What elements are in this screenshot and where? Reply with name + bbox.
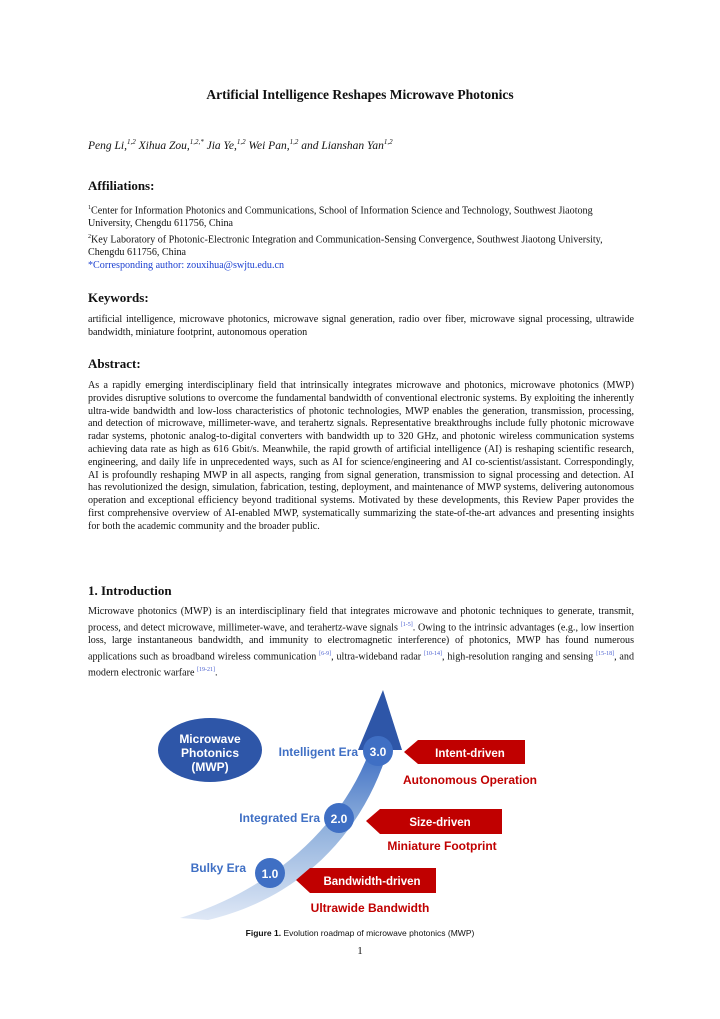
citation-link[interactable]: [10-14] [424,650,443,657]
mwp-label: (MWP) [191,760,229,774]
author-affil-mark: 1,2,* [189,138,204,146]
figure-caption [0,928,720,938]
author-name: Jia Ye, [203,139,237,152]
author-affil-mark: 1,2 [126,138,136,146]
era-version: 1.0 [261,867,279,881]
introduction-heading: 1. Introduction [88,583,172,598]
abstract-heading: Abstract: [88,356,141,371]
era-name: Bulky Era [190,861,246,875]
mwp-label: Microwave [179,732,241,746]
era-goal: Miniature Footprint [387,839,497,853]
author-affil-mark: 1,2 [289,138,299,146]
evolution-roadmap-figure [150,690,570,920]
affil-mark: 2 [88,233,91,240]
citation-link[interactable]: [19-21] [197,666,216,673]
citation-link[interactable]: [6-9] [319,650,332,657]
citation-link[interactable]: [15-18] [596,650,615,657]
keywords-text: artificial intelligence, microwave photonics, microwave signal generation, radio over fiber, microwave signal processing, ultrawide bandwidth, miniature footprint, autonomous operation [88,314,634,338]
author-list [88,138,393,152]
era-name: Intelligent Era [278,745,358,759]
affiliations-heading: Affiliations: [88,178,155,193]
author-name: Wei Pan, [245,139,290,152]
paper-title: Artificial Intelligence Reshapes Microwave Photonics [206,87,514,102]
era-goal: Autonomous Operation [403,773,537,787]
era-driver: Size-driven [409,817,471,829]
author-name: and Lianshan Yan [298,139,384,152]
affiliations-block [88,202,634,273]
affiliation-1: Center for Information Photonics and Communications, School of Information Science and Technology, Southwest Jiaotong University, Chengdu 611756, China [88,205,593,230]
mwp-label: Photonics [180,746,240,760]
page-number: 1 [357,945,363,957]
abstract-text: As a rapidly emerging interdisciplinary field that intrinsically integrates microwave and photonics, microwave photonics (MWP) provides disruptive solutions to overcome the fundamental bandwidth of conventional electronic systems. By exploiting the inherently ultra-wide bandwidth and low-loss characteristics of photonic technologies, MWP enables the generation, transmission, processing, and detection of microwave, millimeter-wave, and terahertz signals. Representative breakthroughs include fully photonic microwave radar systems, photonic analog-to-digital converters with bandwidth up to 320 GHz, and photonic wireless communication systems achieving data rate as high as 616 Gbit/s. Meanwhile, the rapid growth of artificial intelligence (AI) is reshaping scientific research, engineering, and daily life in unprecedented ways, such as AI for science/engineering and AI co-scientist/assistant. Correspondingly, AI is profoundly reshaping MWP in all aspects, ranging from signal generation, transmission to signal processing and detection. AI has revolutionized the design, simulation, fabrication, testing, deployment, and maintenance of MWP systems, delivering autonomous operation and exceptional efficiency beyond traditional systems. Motivated by these developments, this Review Paper provides the first comprehensive overview of AI-enabled MWP, systematically summarizing the state-of-the-art advances and presenting insights for both the academic community and the broader public. [88,380,634,532]
figure-label: Figure 1. [245,928,282,938]
era-driver: Intent-driven [435,748,505,760]
author-affil-mark: 1,2 [383,138,393,146]
keywords-heading: Keywords: [88,290,149,305]
corresponding-author-link[interactable]: *Corresponding author: zouxihua@swjtu.edu.cn [88,259,284,271]
era-name: Integrated Era [239,811,320,825]
era-version: 2.0 [330,812,348,826]
affiliation-2: Key Laboratory of Photonic-Electronic Integration and Communication-Sensing Convergence, Southwest Jiaotong University, Chengdu 611756, China [88,234,603,259]
era-goal: Ultrawide Bandwidth [310,901,430,915]
author-name: Peng Li, [88,139,127,152]
era-driver: Bandwidth-driven [323,876,421,888]
author-affil-mark: 1,2 [236,138,246,146]
author-name: Xihua Zou, [135,139,190,152]
citation-link[interactable]: [1-5] [400,621,413,628]
era-version: 3.0 [369,745,387,759]
affil-mark: 1 [88,205,91,211]
introduction-paragraph: Microwave photonics (MWP) is an interdisciplinary field that integrates microwave and photonic techniques to generate, transmit, process, and detect microwave, millimeter-wave, and terahertz-wave signals [1-5]. Owing to the intrinsic advantages (e.g., low insertion loss, large instantaneous bandwidth, and immunity to electromagnetic interference) of photonics, MWP has found numerous applications such as broadband wireless communication [6-9], ultra-wideband radar [10-14], high-resolution ranging and sensing [15-18], and modern electronic warfare [19-21]. [88,606,635,679]
figure-caption-text: Evolution roadmap of microwave photonics (MWP) [281,928,475,938]
